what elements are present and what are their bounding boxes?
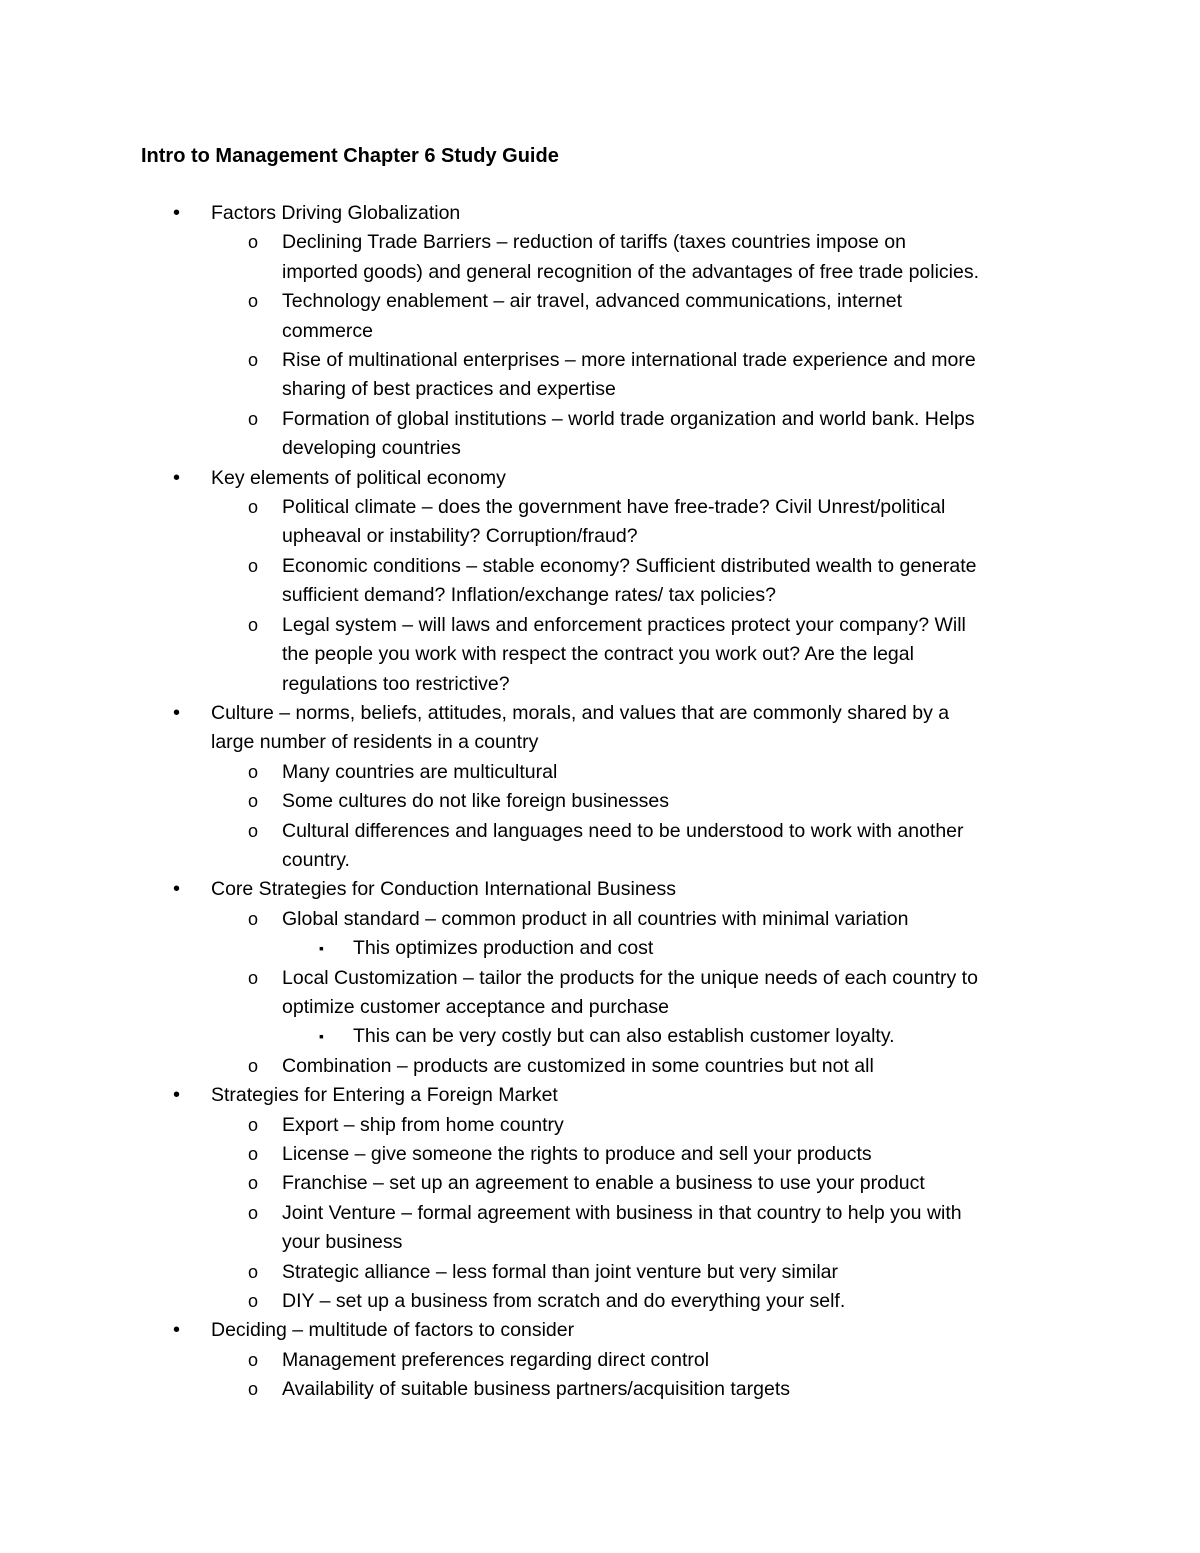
outline-item-text-line: optimize customer acceptance and purchase <box>282 995 669 1018</box>
outline-item-text-line: developing countries <box>282 437 461 460</box>
bullet-marker: • <box>173 878 181 901</box>
outline-item-text-line: the people you work with respect the contract you work out? Are the legal <box>282 643 914 666</box>
circle-bullet-marker: o <box>248 1173 259 1194</box>
outline-item-text-line: commerce <box>282 319 374 342</box>
outline-item-level-1 <box>0 875 1200 904</box>
outline-item-text-line: Strategies for Entering a Foreign Market <box>211 1084 558 1107</box>
document-title: Intro to Management Chapter 6 Study Guide <box>141 145 559 167</box>
bullet-marker: • <box>173 1319 181 1342</box>
bullet-marker: • <box>173 202 181 224</box>
circle-bullet-marker: o <box>248 967 259 988</box>
circle-bullet-marker: o <box>248 1055 259 1076</box>
outline-item-text-line: Technology enablement – air travel, advanced communications, internet <box>282 290 903 313</box>
outline-item-level-2 <box>0 1169 1200 1198</box>
outline-item-text-line: Deciding – multitude of factors to consider <box>211 1319 575 1342</box>
outline-item-text-line: Local Customization – tailor the products for the unique needs of each country to <box>282 966 978 989</box>
circle-bullet-marker: o <box>248 555 259 576</box>
circle-bullet-marker: o <box>248 1202 259 1223</box>
circle-bullet-marker: o <box>248 291 259 312</box>
outline-item-level-1 <box>0 464 1200 493</box>
outline-item-text-line: Core Strategies for Conduction International Business <box>211 878 677 901</box>
outline-item-text-line: upheaval or instability? Corruption/fraud? <box>282 525 638 548</box>
square-bullet-marker: ▪ <box>319 940 324 957</box>
outline-item-level-1 <box>0 699 1200 758</box>
outline-item-level-2 <box>0 405 1200 464</box>
outline-item-level-2 <box>0 817 1200 876</box>
outline-item-text-line: Franchise – set up an agreement to enable a business to use your product <box>282 1172 925 1195</box>
outline-item-text-line: Declining Trade Barriers – reduction of tariffs (taxes countries impose on <box>282 231 906 254</box>
outline-item-level-2 <box>0 228 1200 287</box>
outline-item-text-line: sharing of best practices and expertise <box>282 378 616 401</box>
outline-item-text-line: sufficient demand? Inflation/exchange rates/ tax policies? <box>282 584 776 607</box>
outline-item-text-line: Combination – products are customized in some countries but not all <box>282 1054 874 1077</box>
outline-item-text-line: imported goods) and general recognition of the advantages of free trade policies. <box>282 260 980 283</box>
circle-bullet-marker: o <box>248 232 259 253</box>
outline-item-text-line: This can be very costly but can also establish customer loyalty. <box>353 1025 895 1048</box>
outline-item-text-line: regulations too restrictive? <box>282 672 510 695</box>
outline-item-text-line: Rise of multinational enterprises – more international trade experience and more <box>282 349 976 372</box>
outline-item-level-2 <box>0 493 1200 552</box>
outline-item-level-2 <box>0 787 1200 816</box>
outline-item-text-line: Culture – norms, beliefs, attitudes, morals, and values that are commonly shared by a <box>211 701 950 724</box>
outline-item-level-2 <box>0 287 1200 346</box>
outline-item-level-1 <box>0 199 1200 228</box>
outline-item-level-2 <box>0 1346 1200 1375</box>
circle-bullet-marker: o <box>248 820 259 841</box>
circle-bullet-marker: o <box>248 614 259 635</box>
outline-item-level-2 <box>0 611 1200 699</box>
outline-item-level-2 <box>0 1111 1200 1140</box>
bullet-marker: • <box>173 1084 181 1107</box>
outline-item-level-2 <box>0 758 1200 787</box>
outline-item-text-line: Some cultures do not like foreign businesses <box>282 790 669 813</box>
outline-item-text-line: Availability of suitable business partners/acquisition targets <box>282 1378 790 1401</box>
circle-bullet-marker: o <box>248 497 259 518</box>
circle-bullet-marker: o <box>248 1349 259 1370</box>
outline-list <box>0 199 1200 1405</box>
outline-item-level-2 <box>0 346 1200 405</box>
outline-item-text-line: Cultural differences and languages need to be understood to work with another <box>282 819 964 842</box>
outline-item-level-3 <box>0 934 1200 963</box>
outline-item-level-2 <box>0 1287 1200 1316</box>
outline-item-level-2 <box>0 1052 1200 1081</box>
outline-item-level-1 <box>0 1316 1200 1345</box>
circle-bullet-marker: o <box>248 1144 259 1164</box>
outline-item-text-line: Legal system – will laws and enforcement practices protect your company? Will <box>282 613 966 636</box>
outline-item-level-2 <box>0 1258 1200 1287</box>
circle-bullet-marker: o <box>248 1261 259 1282</box>
outline-item-text-line: Export – ship from home country <box>282 1113 564 1136</box>
outline-item-text-line: Joint Venture – formal agreement with business in that country to help you with <box>282 1201 962 1224</box>
outline-item-level-2 <box>0 1199 1200 1258</box>
outline-item-text-line: This optimizes production and cost <box>353 937 654 960</box>
square-bullet-marker: ▪ <box>319 1028 324 1045</box>
circle-bullet-marker: o <box>248 350 259 371</box>
circle-bullet-marker: o <box>248 408 259 429</box>
circle-bullet-marker: o <box>248 908 259 929</box>
outline-item-text-line: your business <box>282 1231 403 1254</box>
outline-item-level-2 <box>0 552 1200 611</box>
outline-item-level-2 <box>0 964 1200 1023</box>
circle-bullet-marker: o <box>248 761 259 782</box>
outline-item-text-line: Management preferences regarding direct control <box>282 1348 710 1371</box>
outline-item-text-line: Factors Driving Globalization <box>211 202 461 224</box>
outline-item-text-line: Formation of global institutions – world trade organization and world bank. Helps <box>282 407 975 430</box>
outline-item-level-3 <box>0 1022 1200 1051</box>
outline-item-text-line: Key elements of political economy <box>211 466 506 489</box>
circle-bullet-marker: o <box>248 791 259 812</box>
outline-item-text-line: Political climate – does the government have free-trade? Civil Unrest/political <box>282 496 946 519</box>
bullet-marker: • <box>173 701 181 724</box>
outline-item-text-line: large number of residents in a country <box>211 731 539 754</box>
outline-item-level-2 <box>0 1140 1200 1169</box>
outline-item-level-2 <box>0 1375 1200 1404</box>
outline-item-level-2 <box>0 905 1200 934</box>
bullet-marker: • <box>173 466 181 489</box>
outline-item-level-1 <box>0 1081 1200 1110</box>
circle-bullet-marker: o <box>248 1114 259 1135</box>
outline-item-text-line: Economic conditions – stable economy? Sufficient distributed wealth to generate <box>282 554 977 577</box>
outline-item-text-line: License – give someone the rights to produce and sell your products <box>282 1143 872 1165</box>
outline-item-text-line: Strategic alliance – less formal than joint venture but very similar <box>282 1260 838 1283</box>
outline-item-text-line: Global standard – common product in all countries with minimal variation <box>282 907 909 930</box>
outline-item-text-line: DIY – set up a business from scratch and do everything your self. <box>282 1290 846 1313</box>
circle-bullet-marker: o <box>248 1379 259 1400</box>
outline-item-text-line: Many countries are multicultural <box>282 760 558 783</box>
circle-bullet-marker: o <box>248 1291 259 1312</box>
outline-item-text-line: country. <box>282 848 350 871</box>
